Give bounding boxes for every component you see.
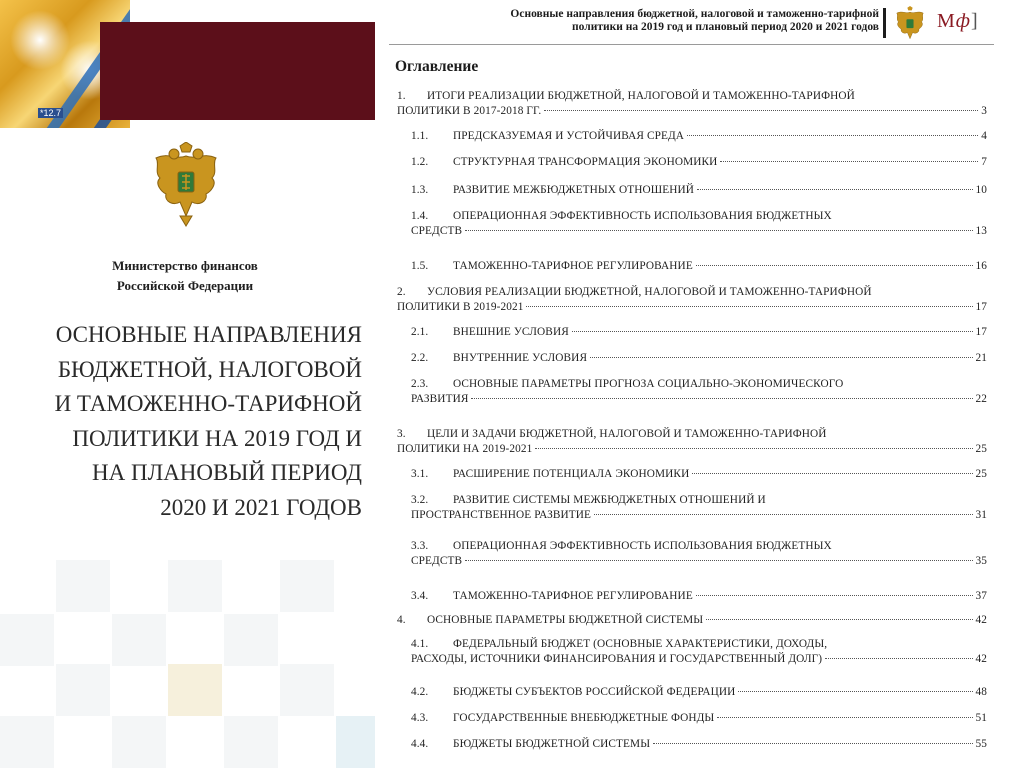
- toc-page-number: 25: [975, 443, 987, 455]
- header-text: [389, 8, 879, 34]
- toc-leader: [544, 110, 978, 111]
- toc-entry-text: УСЛОВИЯ РЕАЛИЗАЦИИ БЮДЖЕТНОЙ, НАЛОГОВОЙ И ТАМОЖЕННО-ТАРИФНОЙ: [427, 286, 872, 298]
- toc-page-number: 37: [975, 590, 987, 602]
- toc-number: 3.3.: [411, 540, 429, 552]
- cover-title: [20, 318, 362, 525]
- cover-title-line: 2020 И 2021 ГОДОВ: [160, 494, 362, 520]
- toc-leader: [535, 448, 972, 449]
- toc-entry-text: БЮДЖЕТЫ БЮДЖЕТНОЙ СИСТЕМЫ: [453, 738, 651, 750]
- toc-page-number: 55: [975, 738, 987, 750]
- toc-entry-text: БЮДЖЕТЫ СУБЪЕКТОВ РОССИЙСКОЙ ФЕДЕРАЦИИ: [453, 686, 736, 698]
- ministry-line: Российской Федерации: [116, 278, 254, 293]
- toc-entry-text: ПРОСТРАНСТВЕННОЕ РАЗВИТИЕ: [411, 509, 592, 521]
- toc-page-number: 31: [975, 509, 987, 521]
- toc-page-number: 48: [975, 686, 987, 698]
- ministry-line: Министерство финансов: [112, 258, 258, 273]
- toc-entry-text: РАСХОДЫ, ИСТОЧНИКИ ФИНАНСИРОВАНИЯ И ГОСУДАРСТВЕННЫЙ ДОЛГ): [411, 653, 823, 665]
- toc-number: 4.3.: [411, 712, 429, 724]
- toc-page-number: 3: [981, 105, 987, 117]
- cover-title-line: НА ПЛАНОВЫЙ ПЕРИОД: [92, 460, 362, 485]
- toc-leader: [471, 398, 972, 399]
- toc-entry-text: ПОЛИТИКИ НА 2019-2021: [397, 443, 533, 455]
- document-header: [389, 6, 994, 45]
- toc-leader: [465, 230, 972, 231]
- toc-entry-text: ПОЛИТИКИ В 2017-2018 ГГ.: [397, 105, 542, 117]
- ministry-name: [90, 256, 280, 296]
- toc-leader: [717, 717, 972, 718]
- toc-number: 3.4.: [411, 590, 429, 602]
- toc-entry-text: СТРУКТУРНАЯ ТРАНСФОРМАЦИЯ ЭКОНОМИКИ: [453, 156, 718, 168]
- toc-number: 2.1.: [411, 326, 429, 338]
- toc-number: 3.2.: [411, 494, 429, 506]
- cover-page: [0, 0, 375, 767]
- toc-page-number: 17: [975, 326, 987, 338]
- toc-leader: [696, 595, 973, 596]
- logo-letter: М: [937, 10, 956, 32]
- toc-leader: [526, 306, 972, 307]
- toc-entry-text: ЦЕЛИ И ЗАДАЧИ БЮДЖЕТНОЙ, НАЛОГОВОЙ И ТАМОЖЕННО-ТАРИФНОЙ: [427, 428, 827, 440]
- toc-page-number: 17: [975, 301, 987, 313]
- toc-leader: [687, 135, 978, 136]
- decorative-tiles: [0, 560, 375, 767]
- toc-entry-text: ГОСУДАРСТВЕННЫЕ ВНЕБЮДЖЕТНЫЕ ФОНДЫ: [453, 712, 715, 724]
- toc-number: 1.5.: [411, 260, 429, 272]
- toc-page-number: 42: [975, 614, 987, 626]
- toc-number: 1.4.: [411, 210, 429, 222]
- toc-leader: [738, 691, 972, 692]
- cover-title-line: БЮДЖЕТНОЙ, НАЛОГОВОЙ: [57, 356, 362, 382]
- toc-number: 1.: [397, 90, 406, 102]
- toc-title: Оглавление: [395, 58, 479, 75]
- toc-page-number: 51: [975, 712, 987, 724]
- toc-leader: [465, 560, 972, 561]
- toc-leader: [706, 619, 972, 620]
- toc-number: 3.1.: [411, 468, 429, 480]
- toc-entry-text: ТАМОЖЕННО-ТАРИФНОЕ РЕГУЛИРОВАНИЕ: [453, 260, 693, 272]
- toc-leader: [590, 357, 972, 358]
- toc-leader: [653, 743, 972, 744]
- toc-entry-text: РАЗВИТИЕ МЕЖБЮДЖЕТНЫХ ОТНОШЕНИЙ: [453, 184, 695, 196]
- toc-entry-text: ОСНОВНЫЕ ПАРАМЕТРЫ БЮДЖЕТНОЙ СИСТЕМЫ: [427, 614, 704, 626]
- toc-number: 4.: [397, 614, 406, 626]
- toc-leader: [696, 265, 973, 266]
- toc-entry-text: РАЗВИТИЯ: [411, 393, 469, 405]
- toc-entry-text: ОПЕРАЦИОННАЯ ЭФФЕКТИВНОСТЬ ИСПОЛЬЗОВАНИЯ БЮДЖЕТНЫХ: [453, 540, 832, 552]
- toc-leader: [697, 189, 972, 190]
- header-line: политики на 2019 год и плановый период 2020 и 2021 годов: [572, 21, 879, 33]
- toc-page-number: 13: [975, 225, 987, 237]
- toc-entry-text: ОПЕРАЦИОННАЯ ЭФФЕКТИВНОСТЬ ИСПОЛЬЗОВАНИЯ БЮДЖЕТНЫХ: [453, 210, 832, 222]
- toc-entry-text: ОСНОВНЫЕ ПАРАМЕТРЫ ПРОГНОЗА СОЦИАЛЬНО-ЭКОНОМИЧЕСКОГО: [453, 378, 844, 390]
- toc-leader: [594, 514, 972, 515]
- toc-entry-text: СРЕДСТВ: [411, 555, 463, 567]
- toc-page-number: 10: [975, 184, 987, 196]
- toc-page-number: 16: [975, 260, 987, 272]
- ministry-logo: [937, 10, 979, 33]
- cover-banner: [100, 22, 375, 120]
- russian-coat-of-arms-icon: [146, 142, 226, 228]
- toc-leader: [572, 331, 973, 332]
- toc-leader: [825, 658, 972, 659]
- toc-number: 3.: [397, 428, 406, 440]
- toc-number: 4.4.: [411, 738, 429, 750]
- toc-number: 2.2.: [411, 352, 429, 364]
- toc-leader: [720, 161, 978, 162]
- toc-entry-text: ТАМОЖЕННО-ТАРИФНОЕ РЕГУЛИРОВАНИЕ: [453, 590, 693, 602]
- toc-page-number: 22: [975, 393, 987, 405]
- cover-title-line: ПОЛИТИКИ НА 2019 ГОД И: [72, 425, 362, 451]
- toc-entry-text: ПОЛИТИКИ В 2019-2021: [397, 301, 524, 313]
- toc-page-number: 7: [981, 156, 987, 168]
- toc-page-number: 21: [975, 352, 987, 364]
- logo-letter: ф: [955, 10, 971, 32]
- toc-number: 1.1.: [411, 130, 429, 142]
- toc-entry-text: РАЗВИТИЕ СИСТЕМЫ МЕЖБЮДЖЕТНЫХ ОТНОШЕНИЙ И: [453, 494, 766, 506]
- toc-number: 4.2.: [411, 686, 429, 698]
- cover-title-line: ОСНОВНЫЕ НАПРАВЛЕНИЯ: [55, 322, 362, 347]
- header-line: Основные направления бюджетной, налоговой и таможенно-тарифной: [510, 8, 879, 20]
- logo-bracket: ]: [971, 10, 979, 32]
- toc-number: 2.: [397, 286, 406, 298]
- header-divider: [883, 8, 886, 38]
- document-page: [389, 0, 994, 767]
- toc-entry-text: ИТОГИ РЕАЛИЗАЦИИ БЮДЖЕТНОЙ, НАЛОГОВОЙ И ТАМОЖЕННО-ТАРИФНОЙ: [427, 90, 855, 102]
- cover-title-line: И ТАМОЖЕННО-ТАРИФНОЙ: [54, 391, 362, 416]
- russian-coat-of-arms-icon: [892, 6, 928, 44]
- toc-page-number: 4: [981, 130, 987, 142]
- toc-page-number: 42: [975, 653, 987, 665]
- toc-number: 4.1.: [411, 638, 429, 650]
- toc-entry-text: СРЕДСТВ: [411, 225, 463, 237]
- toc-number: 2.3.: [411, 378, 429, 390]
- toc-page-number: 25: [975, 468, 987, 480]
- toc-entry-text: ПРЕДСКАЗУЕМАЯ И УСТОЙЧИВАЯ СРЕДА: [453, 130, 685, 142]
- toc-entry-text: РАСШИРЕНИЕ ПОТЕНЦИАЛА ЭКОНОМИКИ: [453, 468, 690, 480]
- toc-number: 1.2.: [411, 156, 429, 168]
- toc-entry-text: ВНУТРЕННИЕ УСЛОВИЯ: [453, 352, 588, 364]
- toc-entry-text: ФЕДЕРАЛЬНЫЙ БЮДЖЕТ (ОСНОВНЫЕ ХАРАКТЕРИСТИКИ, ДОХОДЫ,: [453, 638, 828, 650]
- photo-tag: *12.7: [40, 108, 62, 118]
- toc-number: 1.3.: [411, 184, 429, 196]
- toc-page-number: 35: [975, 555, 987, 567]
- toc-leader: [692, 473, 972, 474]
- toc-entry-text: ВНЕШНИЕ УСЛОВИЯ: [453, 326, 569, 338]
